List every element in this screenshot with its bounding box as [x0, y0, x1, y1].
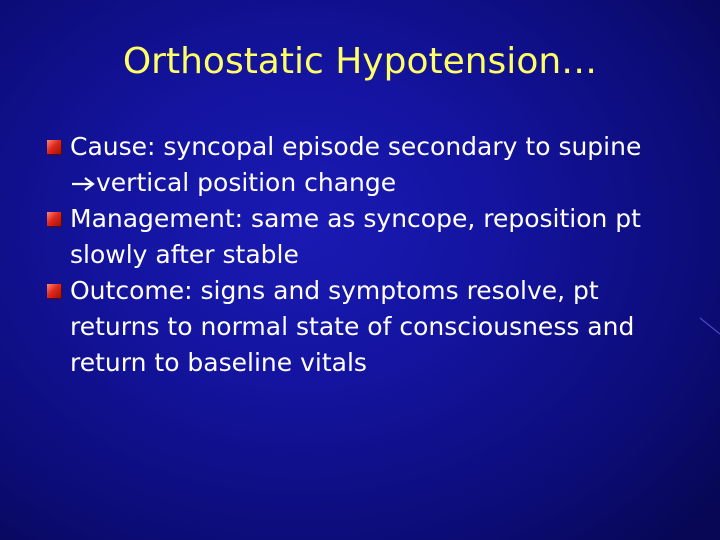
- bullet-item-cause: [44, 129, 664, 201]
- red-square-bullet-icon: [47, 140, 61, 154]
- red-square-bullet-icon: [47, 212, 61, 226]
- bullet-cause-text-end: vertical position change: [96, 168, 397, 197]
- bullet-cause-text-start: Cause: syncopal episode secondary to supine: [70, 132, 642, 161]
- red-square-bullet-icon: [47, 284, 61, 298]
- bullet-item-management: [44, 201, 664, 273]
- bullet-outcome-text: Outcome: signs and symptoms resolve, pt returns to normal state of consciousness and return to baseline vitals: [70, 276, 635, 377]
- bullet-list: [44, 129, 664, 381]
- bullet-item-outcome: [44, 273, 664, 381]
- slide-title: Orthostatic Hypotension…: [122, 41, 598, 82]
- bullet-management-text: Management: same as syncope, reposition pt slowly after stable: [70, 204, 641, 269]
- right-arrow-icon: [71, 176, 95, 192]
